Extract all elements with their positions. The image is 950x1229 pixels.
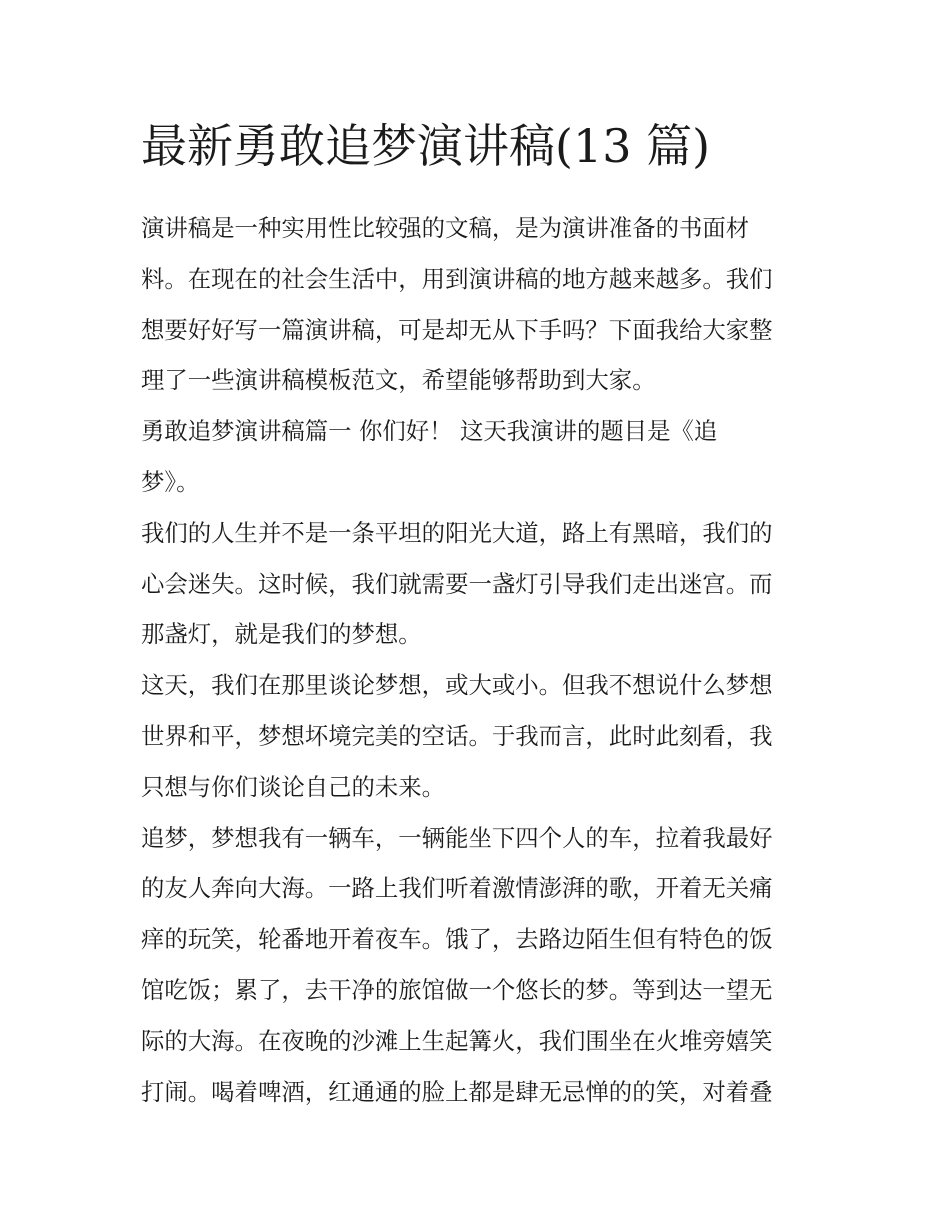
document-title: 最新勇敢追梦演讲稿(13 篇): [141, 119, 711, 173]
text-line: 这天，我们在那里谈论梦想，或大或小。但我不想说什么梦想: [141, 671, 773, 700]
document-content: [141, 113, 813, 1117]
text-line: 馆吃饭；累了，去干净的旅馆做一个悠长的梦。等到达一望无: [141, 975, 773, 1004]
text-line: 理了一些演讲稿模板范文，希望能够帮助到大家。: [141, 366, 656, 395]
body-paragraph: [141, 660, 813, 812]
body-paragraph: [141, 203, 813, 406]
text-line: 的友人奔向大海。一路上我们听着激情澎湃的歌，开着无关痛: [141, 874, 773, 903]
text-line: 痒的玩笑，轮番地开着夜车。饿了，去路边陌生但有特色的饭: [141, 925, 773, 954]
document-body: [141, 203, 813, 1117]
text-line: 心会迷失。这时候，我们就需要一盏灯引导我们走出迷宫。而: [141, 569, 773, 598]
body-paragraph: [141, 508, 813, 660]
text-line: 梦》。: [141, 467, 200, 496]
text-line: 那盏灯，就是我们的梦想。: [141, 620, 422, 649]
text-line: 世界和平，梦想坏境完美的空话。于我而言，此时此刻看，我: [141, 721, 773, 750]
body-paragraph: [141, 813, 813, 1118]
text-line: 打闹。喝着啤酒，红通通的脸上都是肆无忌惮的的笑，对着叠: [141, 1077, 773, 1106]
body-paragraph: [141, 406, 813, 508]
text-line: 演讲稿是一种实用性比较强的文稿，是为演讲准备的书面材: [141, 214, 750, 242]
text-line: 追梦，梦想我有一辆车，一辆能坐下四个人的车，拉着我最好: [141, 823, 773, 852]
text-line: 际的大海。在夜晚的沙滩上生起篝火，我们围坐在火堆旁嬉笑: [141, 1026, 773, 1055]
text-line: 勇敢追梦演讲稿篇一 你们好！ 这天我演讲的题目是《追: [141, 417, 718, 446]
text-line: 想要好好写一篇演讲稿，可是却无从下手吗？下面我给大家整: [141, 315, 773, 344]
text-line: 我们的人生并不是一条平坦的阳光大道，路上有黑暗，我们的: [141, 518, 773, 547]
text-line: 只想与你们谈论自己的未来。: [141, 772, 446, 801]
text-line: 料。在现在的社会生活中，用到演讲稿的地方越来越多。我们: [141, 264, 773, 293]
